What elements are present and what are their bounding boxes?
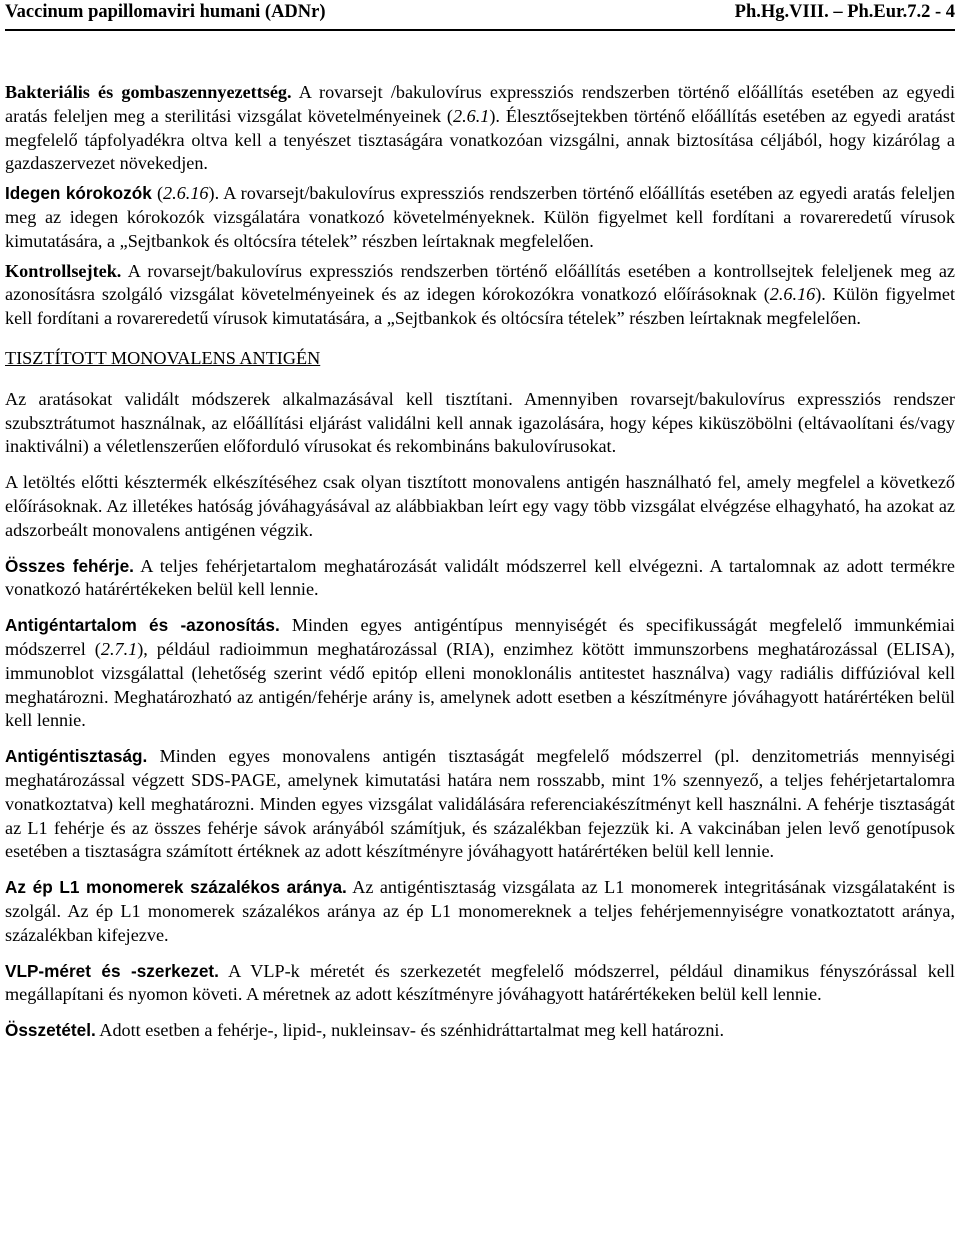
- paragraph-antigen-content: Antigéntartalom és -azonosítás. Minden egyes antigéntípus mennyiségét és specifikusságát megfelelő immunkémiai módszerrel (2.7.1), például radioimmun meghatározással (RIA), enzimhez kötött immunszorbens meghatározással (ELISA), immunoblot vizsgálattal (lehetőség szerint védő epitóp elleni monoklonális antitestet használva) vagy radiális diffúzióval kell meghatározni. Meghatározható az antigén/fehérje arány is, amelynek adott esetben a készítményre jóváhagyott határértéken belül kell lennie.: [5, 615, 955, 731]
- paragraph-heading: Antigéntartalom és -azonosítás.: [5, 615, 280, 636]
- paragraph-composition: Összetétel. Adott esetben a fehérje-, lipid-, nukleinsav- és szénhidráttartalmat meg kell határozni.: [5, 1020, 725, 1041]
- paragraph-l1-monomers: Az ép L1 monomerek százalékos aránya. Az antigéntisztaság vizsgálata az L1 monomerek integritásának vizsgálataként is szolgál. Az ép L1 monomerek százalékos aránya az ép L1 monomereknek a teljes fehérjemennyiségre vonatkoztatott aránya, százalékban kifejezve.: [5, 877, 956, 945]
- paragraph-bacterial-contamination: Bakteriális és gombaszennyezettség. A rovarsejt /bakulovírus expressziós rendszerben történő előállítás esetében az egyedi aratás feleljen meg a sterilitási vizsgálat követelményeinek (2.6.1). Élesztősejtekben történő előállítás esetében az egyedi aratást megfelelő tápfolyadékra oltva kell a tenyészet tisztaságára vonatkozóan vizsgálni, annak biztosítása céljából, hogy kizárólag a gazdaszervezet növekedjen.: [5, 82, 955, 174]
- reference: 2.6.16: [163, 183, 209, 204]
- reference: 2.6.16: [769, 284, 816, 305]
- paragraph-antigen-purity: Antigéntisztaság. Minden egyes monovalens antigén tisztaságát megfelelő módszerrel (pl. denzitometriás mennyiségi meghatározással végzett SDS-PAGE, amelynek kimutatási határa nem rosszabb, mint 1% szennyező, a teljes fehérjetartalomra vonatkoztatva) kell meghatározni. Minden egyes vizsgálat validálására referenciakészítményt kell használni. A fehérje tisztaságát az L1 fehérje és az összes fehérje sávok arányából számítjuk, és százalékban fejezzük ki. A vakcinában jelen levő genotípusok esetében a tisztaságra számított értéknek az adott készítményre jóváhagyott határértéken belül kell lennie.: [5, 746, 955, 862]
- paragraph-heading: Kontrollsejtek.: [5, 260, 122, 281]
- paragraph-vlp-size: VLP-méret és -szerkezet. A VLP-k méretét és szerkezetét megfelelő módszerrel, például dinamikus fényszórással kell megállapítani és nyomon követi. A méretnek az adott készítményre jóváhagyott határértékeken belül kell lennie.: [5, 960, 955, 1005]
- paragraph-heading: Összetétel.: [5, 1020, 96, 1041]
- paragraph-heading: Összes fehérje.: [5, 555, 134, 576]
- paragraph-heading: Idegen kórokozók: [5, 183, 152, 204]
- paragraph-heading: Bakteriális és gombaszennyezettség.: [5, 82, 292, 102]
- paragraph-foreign-agents: Idegen kórokozók (2.6.16). A rovarsejt/bakulovírus expressziós rendszerben történő előállítás esetében az egyedi aratás feleljen meg az idegen kórokozók vizsgálatára vonatkozó követelményeknek. Külön figyelmet kell fordítani a rovareredetű vírusok kimutatására, a „Sejtbankok és oltócsíra tételek” részben leírtaknak megfelelően.: [5, 183, 956, 251]
- paragraph-bulk-preparation: A letöltés előtti késztermék elkészítéséhez csak olyan tisztított monovalens antigén használható fel, amely megfelel a következő előírásoknak. Az illetékes hatóság jóváhagyásával az alábbiakban leírt egy vagy több vizsgálat elvégzése elhagyható, ha azokat az adszorbeált monovalens antigénen végzik.: [5, 472, 955, 540]
- header-reference: Ph.Hg.VIII. – Ph.Eur.7.2 - 4: [734, 2, 955, 22]
- header-title: Vaccinum papillomaviri humani (ADNr): [5, 2, 326, 22]
- paragraph-heading: VLP-méret és -szerkezet.: [5, 960, 219, 981]
- reference: 2.6.1: [452, 105, 490, 126]
- paragraph-purification: Az aratásokat validált módszerek alkalmazásával kell tisztítani. Amennyiben rovarsejt/bakulovírus expressziós rendszer szubsztrátumot használnak, az előállítási eljárást validálni kell annak igazolására, hogy képes kiküszöbölni (eltávaolítani és/vagy inaktiválni) a véletlenszerűen előforduló vírusokat és rekombináns bakulovírusokat.: [5, 388, 955, 457]
- reference: 2.7.1: [100, 638, 138, 659]
- running-header: [5, 0, 955, 31]
- paragraph-heading: Antigéntisztaság.: [5, 746, 148, 767]
- paragraph-heading: Az ép L1 monomerek százalékos aránya.: [5, 877, 347, 898]
- document-body: [5, 81, 955, 1043]
- section-title: TISZTÍTOTT MONOVALENS ANTIGÉN: [5, 347, 321, 368]
- paragraph-control-cells: Kontrollsejtek. A rovarsejt/bakulovírus expressziós rendszerben történő előállítás esetében a kontrollsejtek feleljenek meg az azonosításra szolgáló vizsgálat követelményeinek és az idegen kórokozókra vonatkozó előírásoknak (2.6.16). Külön figyelmet kell fordítani a rovareredetű vírusok kimutatására, a „Sejtbankok és oltócsíra tételek” részben leírtaknak megfelelően.: [5, 260, 955, 329]
- paragraph-total-protein: Összes fehérje. A teljes fehérjetartalom meghatározását validált módszerrel kell elvégezni. A tartalomnak az adott termékre vonatkozó határértékeken belül kell lennie.: [5, 555, 955, 600]
